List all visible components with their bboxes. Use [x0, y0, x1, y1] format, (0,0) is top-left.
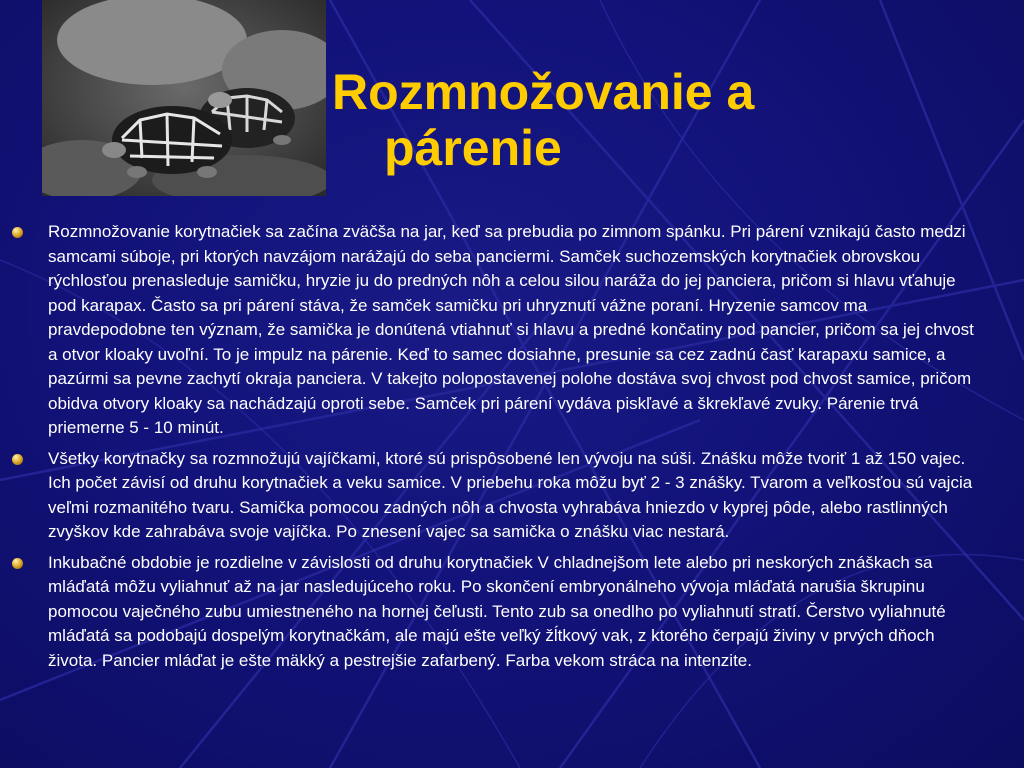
tortoise-photo-icon	[42, 0, 326, 196]
bullet-item	[12, 447, 982, 545]
bullet-item	[12, 551, 982, 674]
bullet-text: Inkubačné obdobie je rozdielne v závislosti od druhu korytnačiek V chladnejšom lete alebo pri neskorých znáškach sa mláďatá môžu vyliahnuť až na jar nasledujúceho roku. Po skončení embryonálneho vývoja mláďatá narušia škrupinu pomocou vaječného zubu umiestneného na hornej čeľusti. Tento zub sa onedlho po vyliahnutí stratí. Čerstvo vyliahnuté mláďatá sa podobajú dospelým korytnačkám, ale majú ešte veľký žĺtkový vak, z ktorého čerpajú živiny v prvých dňoch života. Pancier mláďat je ešte mäkký a pestrejšie zafarbený. Farba vekom stráca na intenzite.	[48, 552, 946, 670]
gold-bullet-icon	[12, 558, 23, 569]
bullet-item	[12, 220, 982, 441]
gold-bullet-icon	[12, 454, 23, 465]
gold-bullet-icon	[12, 227, 23, 238]
bullet-text: Všetky korytnačky sa rozmnožujú vajíčkami, ktoré sú prispôsobené len vývoju na súši. Znášku môže tvoriť 1 až 150 vajec. Ich počet závisí od druhu korytnačiek a veku samice. V priebehu roka môžu byť 2 - 3 znášky. Tvarom a veľkosťou sú vajcia veľmi rozmanitého tvaru. Samička pomocou zadných nôh a chvosta vyhrabáva hniezdo v kyprej pôde, alebo rastlinných zvyškov kde zahrabáva svoje vajíčka. Po znesení vajec sa samička o znášku viac nestará.	[48, 448, 973, 541]
bullet-text: Rozmnožovanie korytnačiek sa začína zväčša na jar, keď sa prebudia po zimnom spánku. Pri párení vznikajú často medzi samcami súboje, pri ktorých navzájom narážajú do seba panciermi. Samček suchozemských korytnačiek obrovskou rýchlosťou prenasleduje samičku, hryzie ju do predných nôh a celou silou naráža do jej panciera, pričom si hlavu vťahuje pod karapax. Často sa pri párení stáva, že samček samičku pri uhryznutí vážne poraní. Hryzenie samcov ma pravdepodobne ten význam, že samička je donútená vtiahnuť si hlavu a predné končatiny pod pancier, pričom sa jej chvost a otvor kloaky uvoľní. To je impulz na párenie. Keď to samec dosiahne, presunie sa cez zadnú časť karapaxu samice, a pazúrmi sa pevne zachytí okraja panciera. V takejto polopostavenej polohe dostáva svoj chvost pod chvost samice, pričom obidva otvory kloaky sa nachádzajú oproti sebe. Samček pri párení vydáva piskľavé a škrekľavé zvuky. Párenie trvá priemerne 5 - 10 minút.	[48, 222, 974, 437]
tortoise-photo	[42, 0, 326, 196]
bullet-list	[12, 220, 982, 679]
slide-title-line1: Rozmnožovanie a	[332, 64, 755, 120]
slide-title-line2: párenie	[384, 120, 562, 176]
slide-title	[332, 64, 982, 176]
